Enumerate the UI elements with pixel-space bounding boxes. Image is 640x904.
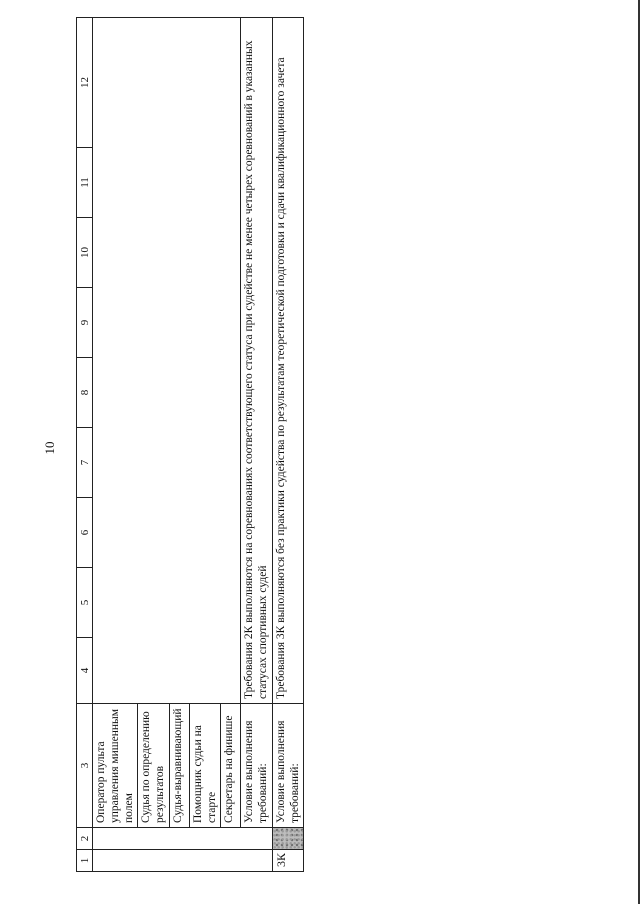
table-row (93, 18, 138, 872)
condition-label-cell: Условие выполнения требований: (273, 704, 304, 828)
col-num-5: 5 (77, 568, 93, 638)
col-num-2: 2 (77, 828, 93, 850)
col-num-7: 7 (77, 428, 93, 498)
position-cell: Оператор пульта управления мишенным полем (93, 704, 138, 828)
col-num-8: 8 (77, 358, 93, 428)
code-cell: 3К (273, 850, 304, 872)
col-num-12: 12 (77, 18, 93, 148)
table-row (241, 18, 273, 872)
condition-label-cell: Условие выполнения требований: (241, 704, 273, 828)
column-number-row (77, 18, 93, 872)
col-num-10: 10 (77, 218, 93, 288)
cell-blank (93, 850, 273, 872)
rotated-table-container (76, 38, 301, 872)
qualification-table (76, 17, 304, 872)
col-num-4: 4 (77, 638, 93, 704)
requirement-2k-cell: Требования 2К выполняются на соревнованиях соответствующего статуса при судействе не менее четырех соревнований в указанных статусах спортивных судей (241, 18, 273, 704)
col-num-11: 11 (77, 148, 93, 218)
table-row (273, 18, 304, 872)
position-cell: Судья по определению результатов (138, 704, 170, 828)
position-cell: Секретарь на финише (221, 704, 241, 828)
table-region (76, 38, 301, 872)
requirement-3k-cell: Требования 3К выполняются без практики судейства по результатам теоретической подготовки и сдачи квалификационного зачета (273, 18, 304, 704)
cell-blank (93, 828, 273, 850)
position-cell: Помощник судьи на старте (190, 704, 221, 828)
stamp-mark-cell (273, 828, 304, 850)
col-num-6: 6 (77, 498, 93, 568)
page-number: 10 (42, 441, 57, 455)
cell-blank (93, 18, 241, 704)
col-num-1: 1 (77, 850, 93, 872)
position-cell: Судья-выравнивающий (170, 704, 190, 828)
col-num-3: 3 (77, 704, 93, 828)
col-num-9: 9 (77, 288, 93, 358)
